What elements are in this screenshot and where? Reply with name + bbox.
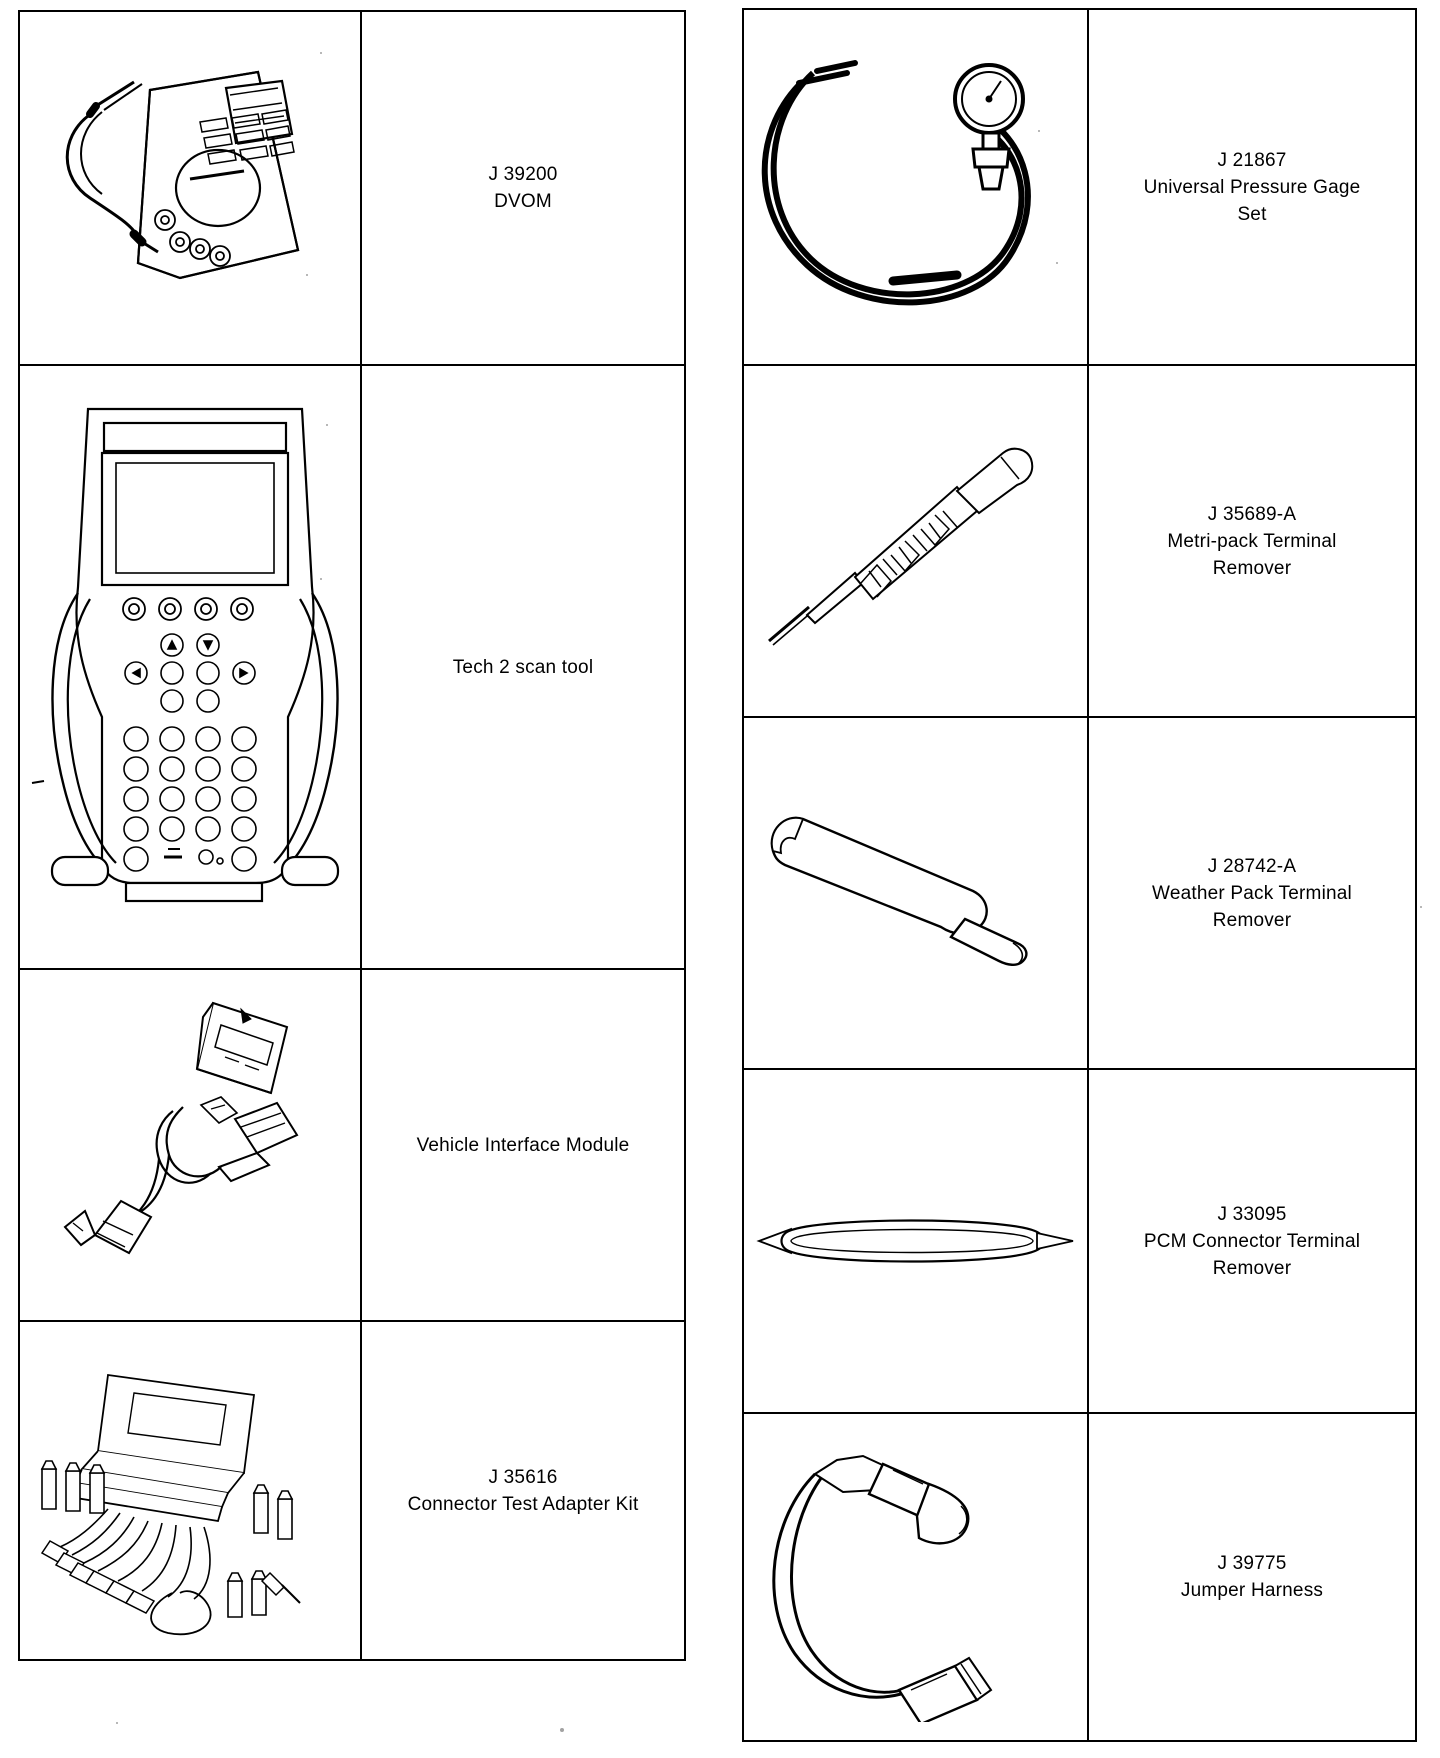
tech2-scan-tool-illustration <box>20 366 362 968</box>
table-row <box>744 718 1415 1070</box>
tool-label <box>362 970 684 1320</box>
tool-number: J 39200 <box>488 164 558 185</box>
special-tools-table-left <box>18 10 686 1661</box>
metri-pack-terminal-remover-illustration <box>744 366 1089 716</box>
vehicle-interface-module-illustration <box>20 970 362 1320</box>
jumper-harness-illustration <box>744 1414 1089 1740</box>
table-row <box>744 366 1415 718</box>
tool-number: J 35689-A <box>1207 503 1297 525</box>
universal-pressure-gage-set-illustration <box>744 10 1089 364</box>
tool-name-line-1: Weather Pack Terminal <box>1152 882 1352 904</box>
table-row <box>20 970 684 1322</box>
tool-number: J 35616 <box>488 1466 558 1488</box>
tool-name: Tech 2 scan tool <box>452 656 594 678</box>
tool-name: Jumper Harness <box>1180 1580 1324 1601</box>
tool-name-line-2: Remover <box>1212 909 1292 931</box>
tool-name: Connector Test Adapter Kit <box>407 1493 639 1515</box>
tool-name-line-2: Remover <box>1212 557 1292 579</box>
tool-number: J 28742-A <box>1207 855 1297 877</box>
table-row <box>744 10 1415 366</box>
tool-label <box>1089 10 1415 364</box>
table-row <box>744 1070 1415 1414</box>
table-row <box>744 1414 1415 1740</box>
tool-name: Vehicle Interface Module <box>416 1134 630 1156</box>
tool-name-line-1: Metri-pack Terminal <box>1167 530 1337 552</box>
tool-label <box>1089 1414 1415 1740</box>
scan-speck <box>560 1728 564 1732</box>
tool-label <box>362 366 684 968</box>
tool-label <box>1089 718 1415 1068</box>
scan-speck <box>1420 906 1422 908</box>
tool-name-line-1: PCM Connector Terminal <box>1143 1230 1361 1252</box>
table-row <box>20 12 684 366</box>
table-row <box>20 1322 684 1659</box>
tool-number: J 21867 <box>1217 149 1287 171</box>
connector-test-adapter-kit-illustration <box>20 1322 362 1659</box>
special-tools-table-right <box>742 8 1417 1742</box>
tool-name-line-2: Set <box>1237 203 1267 225</box>
tool-name: DVOM <box>494 191 552 212</box>
tool-number: J 33095 <box>1217 1203 1287 1225</box>
table-row <box>20 366 684 970</box>
tool-label <box>1089 1070 1415 1412</box>
tool-label <box>362 1322 684 1659</box>
tool-label <box>362 12 684 364</box>
dvom-illustration <box>20 12 362 364</box>
tool-label <box>1089 366 1415 716</box>
scan-speck <box>116 1722 118 1724</box>
weather-pack-terminal-remover-illustration <box>744 718 1089 1068</box>
tool-name-line-2: Remover <box>1212 1257 1292 1279</box>
tool-number: J 39775 <box>1217 1553 1287 1574</box>
tool-name-line-1: Universal Pressure Gage <box>1143 176 1361 198</box>
pcm-connector-terminal-remover-illustration <box>744 1070 1089 1412</box>
